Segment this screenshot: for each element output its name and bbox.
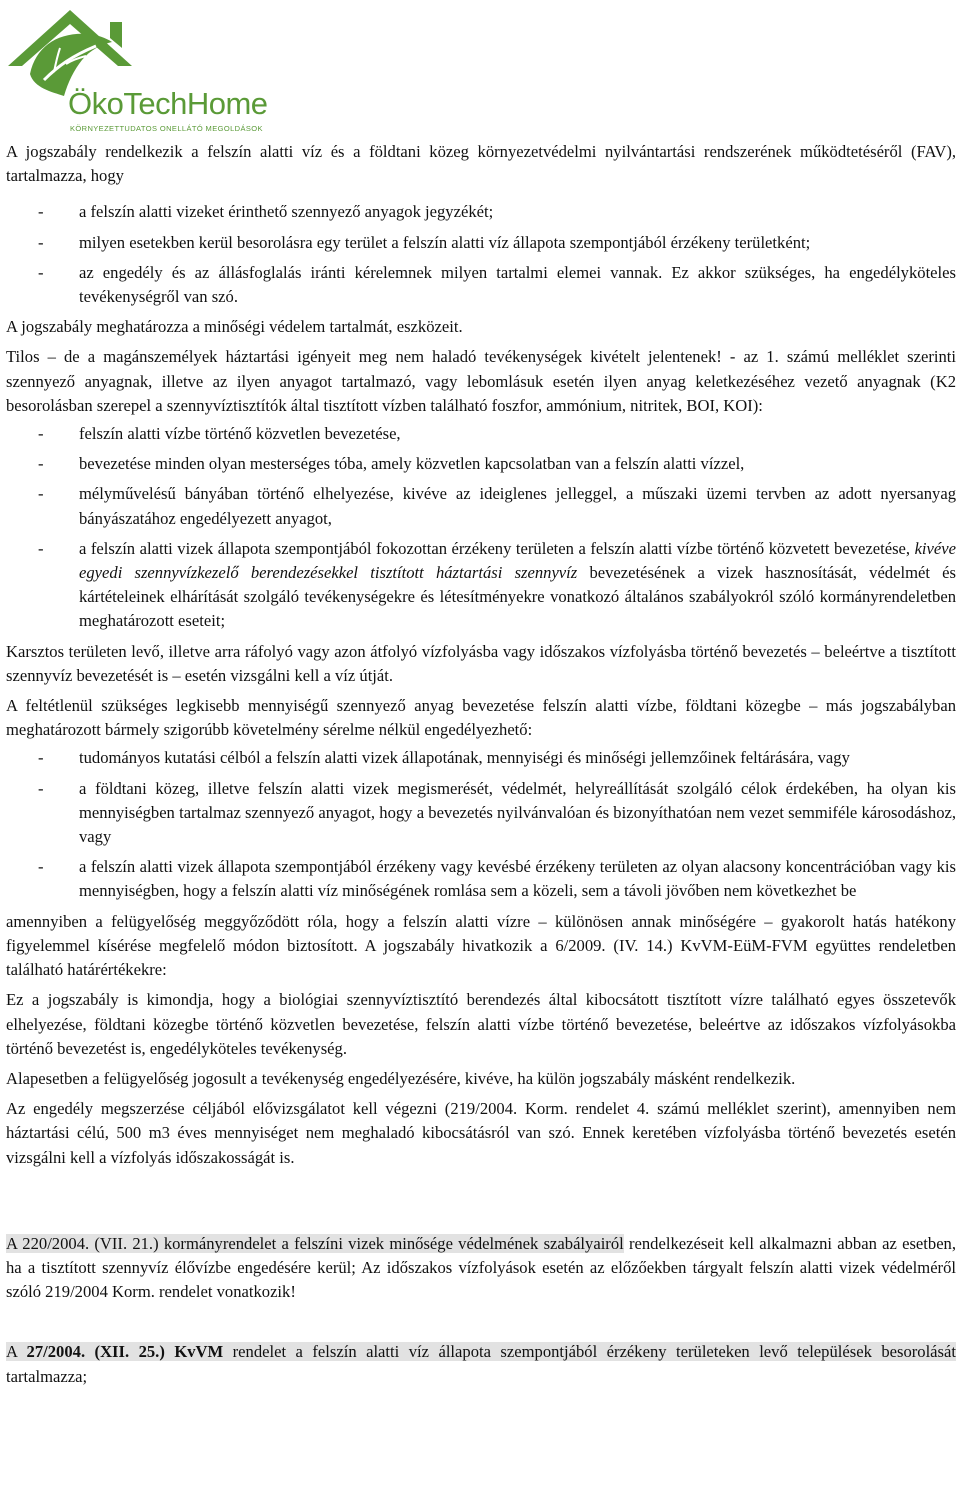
list-substances	[6, 200, 956, 309]
list-item-text: a felszín alatti vizek állapota szempontjából fokozottan érzékeny területen a felszín alatti vízbe történő közvetett bevezetése,	[79, 538, 915, 558]
paragraph: Alapesetben a felügyelőség jogosult a tevékenység engedélyezésére, kivéve, ha külön jogszabály másként rendelkezik.	[6, 1068, 796, 1088]
paragraph: amennyiben a felügyelőség meggyőződött róla, hogy a felszín alatti vízre – különösen annak minőségére – gyakorolt hatás hatékony figyelemmel kísérése megfelelő módon biztosított. A jogszabály hivatkozik a 6/2009. (IV. 14.) KvVM-EüM-FVM együttes rendeletben található határértékekre:	[6, 911, 956, 980]
logo-title: ÖkoTechHome	[68, 86, 268, 121]
list-exceptions	[6, 746, 956, 903]
list-prohibitions	[6, 422, 956, 634]
paragraph	[6, 1340, 956, 1388]
list-item: - mélyművelésű bányában történő elhelyezése, kivéve az ideiglenes jelleggel, a műszaki üzemi tervben az adott nyersanyag bányászatához engedélyezett anyagot,	[6, 482, 956, 530]
paragraph-text	[165, 1342, 174, 1361]
list-item-italic: kivéve egyedi szennyvízkezelő berendezésekkel tisztított háztartási szennyvíz	[79, 538, 956, 583]
list-item: - a földtani közeg, illetve felszín alatti vizek megismerését, védelmét, helyreállítását szolgáló célok érdekében, ha olyan kis mennyiségben tartalmaz szennyező anyagot, hogy a bevezetés nyilvánvalóan és bizonyíthatóan nem vezet semmiféle károsodáshoz, vagy	[6, 777, 956, 850]
list-item: - bevezetése minden olyan mesterséges tóba, amely közvetlen kapcsolatban van a felszín alatti vízzel,	[6, 452, 956, 476]
highlighted-text: ek besorolását	[856, 1342, 956, 1362]
list-item-text: bevezetésének a vizek hasznosítását, védelmét és kártételeinek elhárítását szolgáló tevékenységekre és létesítményekre vonatkozó általános szabályokról szóló kormányrendeletben meghatározott eseteit;	[79, 563, 957, 631]
paragraph: A feltétlenül szükséges legkisebb mennyiségű szennyező anyag bevezetése felszín alatti vízbe, földtani közegbe – más jogszabályban meghatározott bármely szigorúbb követelmény sérelme nélkül engedélyezhető:	[6, 696, 956, 740]
list-item: - milyen esetekben kerül besorolásra egy terület a felszín alatti víz állapota szempontjából érzékeny területként;	[6, 231, 956, 255]
paragraph: A jogszabály rendelkezik a felszín alatti víz és a földtani közeg környezetvédelmi nyilvántartási rendszerének működtetéséről (FAV), tartalmazza, hogy	[6, 142, 956, 186]
paragraph: Tilos – de a magánszemélyek háztartási igényeit meg nem haladó tevékenységek kivételt jelentenek! - az 1. számú melléklet szerinti szennyező anyagnak, illetve az ilyen anyagot tartalmazó, vagy lebomlásuk esetén ilyen anyag keletkezéséhez vezető anyagnak (K2 besorolásban szerepel a szennyvíztisztítók által tisztított vízben található foszfor, ammónium, nitritek, BOI, KOI):	[6, 347, 956, 415]
logo-subtitle: KÖRNYEZETTUDATOS ONELLÁTÓ MEGOLDÁSOK	[70, 124, 263, 133]
bold-text: 27/2004. (XII. 25.)	[26, 1342, 165, 1362]
paragraph: Karsztos területen levő, illetve arra ráfolyó vagy azon átfolyó vízfolyásba vagy időszakos vízfolyásba történő bevezetés – beleértve a tisztított szennyvíz bevezetését is – esetén vizsgálni kell a víz útját.	[6, 641, 956, 685]
okotechhome-logo	[6, 4, 266, 134]
paragraph: Ez a jogszabály is kimondja, hogy a biológiai szennyvíztisztító berendezés által kibocsátott tisztított vízre található egyes összetevők elhelyezése, földtani közegbe történő közvetlen bevezetése, felszín alatti vízbe történő bevezetése, beleértve az időszakos vízfolyásokba történő bevezetést is, engedélyköteles tevékenység.	[6, 990, 956, 1058]
paragraph-text: rendelkezéseit kell alkalmazni abban az esetben, ha a tisztított szennyvíz élővízbe engedésére kerül; Az időszakos vízfolyások esetén az előzőekben tárgyalt felszín alatti vizek védelméről szóló 219/2004 Korm. rendelet vonatkozik!	[6, 1233, 957, 1302]
paragraph-text: tartalmazza;	[6, 1366, 88, 1386]
list-item: - tudományos kutatási célból a felszín alatti vizek állapotának, mennyiségi és minőségi jellemzőinek feltárására, vagy	[6, 746, 956, 770]
paragraph: Az engedély megszerzése céljából elővizsgálatot kell végezni (219/2004. Korm. rendelet 4. számú melléklet szerint), amennyiben nem háztartási célú, 500 m3 éves mennyiséget nem meghaladó kibocsátásról van szó. Ennek keretében vízfolyásba történő bevezetés esetén vizsgálni kell a vízfolyás időszakosságát is.	[6, 1099, 956, 1167]
list-item	[6, 537, 956, 634]
list-item: - felszín alatti vízbe történő közvetlen bevezetése,	[6, 422, 956, 446]
paragraph-text: A	[6, 1342, 27, 1362]
list-item: - a felszín alatti vizeket érinthető szennyező anyagok jegyzékét;	[6, 200, 956, 224]
paragraph: A jogszabály meghatározza a minőségi védelem tartalmát, eszközeit.	[6, 317, 463, 337]
bold-text: KvVM	[174, 1342, 224, 1362]
highlighted-text: rendelet a felszín alatti víz állapota szempontjából érzékeny területeken levő település	[223, 1342, 857, 1362]
document-body	[6, 140, 956, 1389]
list-item: - az engedély és az állásfoglalás iránti kérelemnek milyen tartalmi elemei vannak. Ez akkor szükséges, ha engedélyköteles tevékenységről van szó.	[6, 261, 956, 309]
paragraph	[6, 1232, 956, 1305]
highlighted-text: A 220/2004. (VII. 21.) kormányrendelet a felszíni vizek minősége védelmének szabályairól	[6, 1233, 624, 1253]
list-item: - a felszín alatti vizek állapota szempontjából érzékeny vagy kevésbé érzékeny területen az olyan alacsony koncentrációban vagy kis mennyiségben, hogy a felszín alatti víz minőségének romlása sem a közeli, sem a távoli jövőben nem következhet be	[6, 855, 956, 903]
